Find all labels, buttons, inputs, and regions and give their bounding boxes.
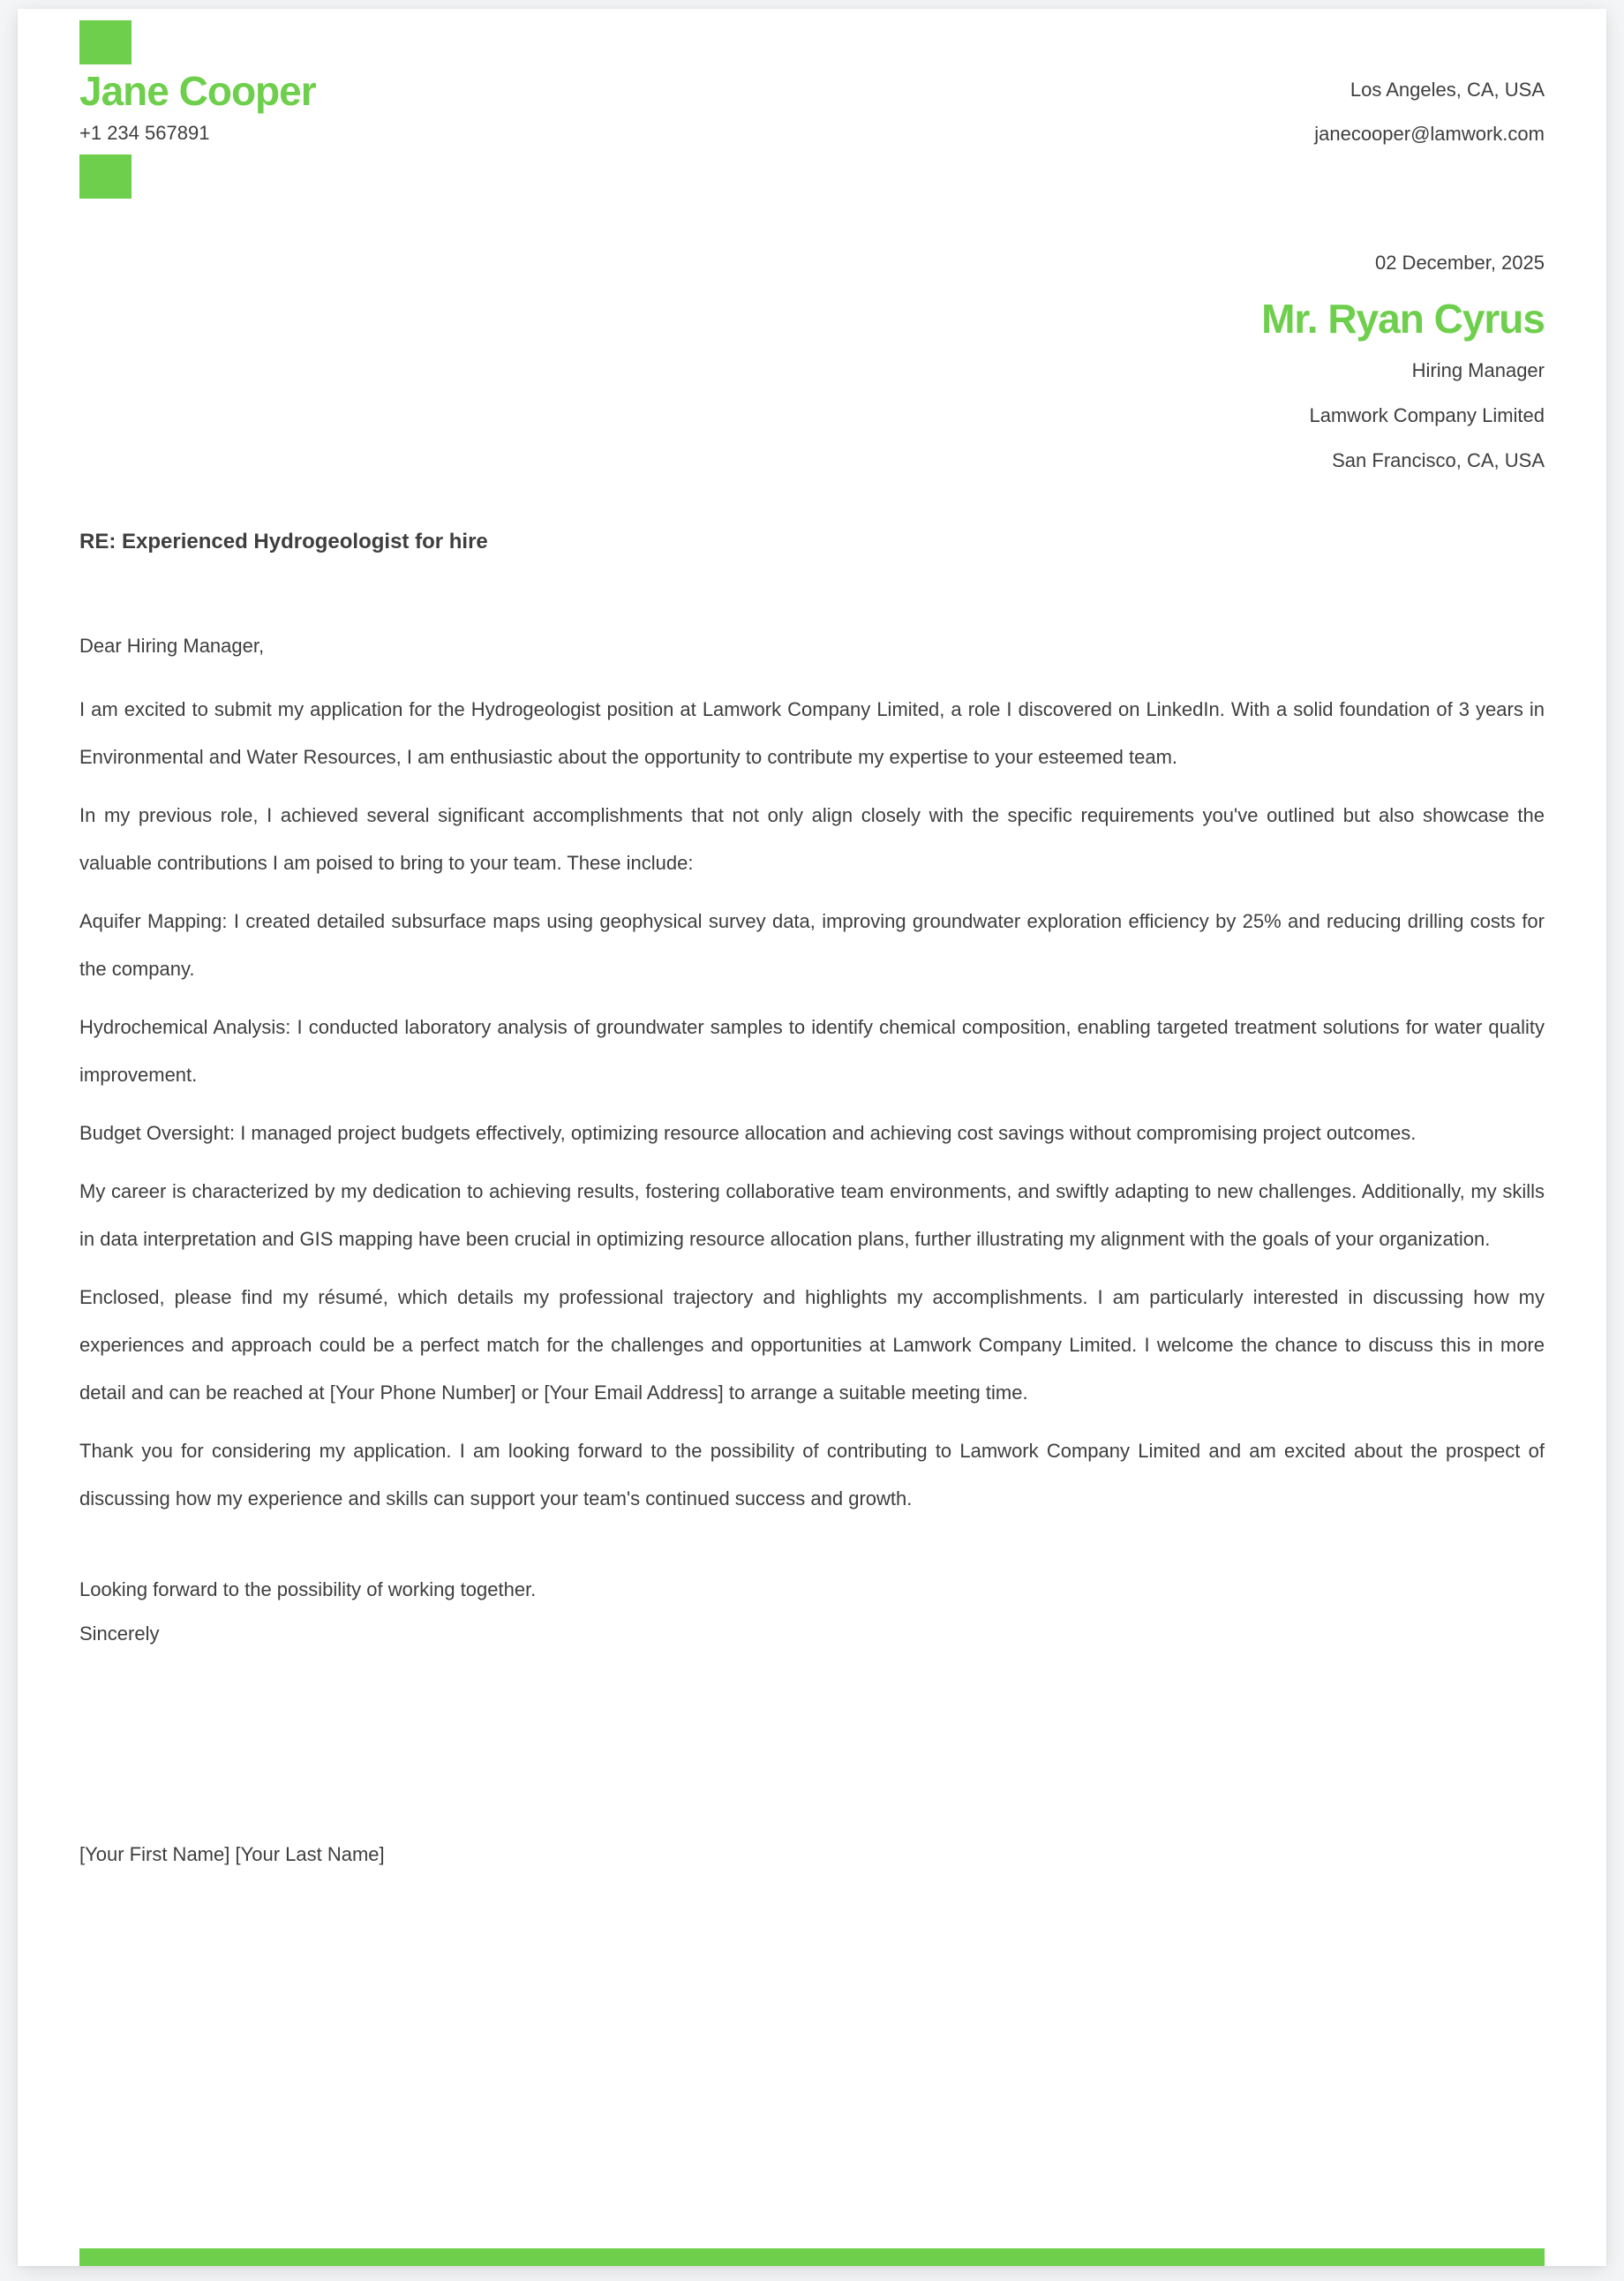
footer-accent-bar (79, 2248, 1545, 2266)
sender-name: Jane Cooper (79, 68, 316, 114)
signature-placeholder: [Your First Name] [Your Last Name] (79, 1843, 385, 1865)
recipient-company: Lamwork Company Limited (1309, 404, 1545, 426)
sender-email: janecooper@lamwork.com (1314, 123, 1545, 145)
accent-square-bottom (79, 154, 132, 199)
cover-letter-page (18, 9, 1606, 2266)
letter-date: 02 December, 2025 (1374, 252, 1545, 274)
body-paragraph: Hydrochemical Analysis: I conducted laboratory analysis of groundwater samples to identify chemical composition, enabling targeted treatment solutions for water quality improvement. (79, 1016, 1545, 1086)
sender-contact-block (1314, 68, 1545, 199)
letter-body (79, 686, 1545, 1523)
recipient-name: Mr. Ryan Cyrus (1261, 296, 1545, 342)
closing-block (79, 1568, 1545, 1656)
greeting: Dear Hiring Manager, (79, 635, 265, 657)
closing-line: Looking forward to the possibility of working together. (79, 1578, 537, 1600)
sender-location: Los Angeles, CA, USA (1350, 79, 1545, 101)
body-paragraph: Aquifer Mapping: I created detailed subsurface maps using geophysical survey data, improving groundwater exploration efficiency by 25% and reducing drilling costs for the company. (79, 910, 1545, 980)
accent-square-top (79, 20, 132, 64)
recipient-title: Hiring Manager (1411, 359, 1545, 381)
body-paragraph: Thank you for considering my application. I am looking forward to the possibility of contributing to Lamwork Company Limited and am excited about the prospect of discussing how my experience and skills can support your team's continued success and growth. (79, 1440, 1545, 1509)
body-paragraph: I am excited to submit my application for the Hydrogeologist position at Lamwork Company Limited, a role I discovered on LinkedIn. With a solid foundation of 3 years in Environmental and Water Resources, I am enthusiastic about the opportunity to contribute my expertise to your esteemed team. (79, 698, 1545, 768)
body-paragraph: Budget Oversight: I managed project budgets effectively, optimizing resource allocation and achieving cost savings without compromising project outcomes. (79, 1122, 1417, 1144)
subject-line: RE: Experienced Hydrogeologist for hire (79, 530, 488, 553)
letter-header (79, 9, 1545, 199)
body-paragraph: In my previous role, I achieved several significant accomplishments that not only align closely with the specific requirements you've outlined but also showcase the valuable contributions I am poised to bring to your team. These include: (79, 804, 1545, 874)
sign-off: Sincerely (79, 1622, 160, 1645)
body-paragraph: My career is characterized by my dedication to achieving results, fostering collaborative team environments, and swiftly adapting to new challenges. Additionally, my skills in data interpretation and GIS mapping have been crucial in optimizing resource allocation plans, further illustrating my alignment with the goals of your organization. (79, 1180, 1545, 1250)
recipient-details (79, 348, 1545, 483)
recipient-location: San Francisco, CA, USA (1332, 449, 1545, 471)
sender-phone: +1 234 567891 (79, 122, 210, 144)
body-paragraph: Enclosed, please find my résumé, which details my professional trajectory and highlights my accomplishments. I am particularly interested in discussing how my experiences and approach could be a perfect match for the challenges and opportunities at Lamwork Company Limited. I welcome the chance to discuss this in more detail and can be reached at [Your Phone Number] or [Your Email Address] to arrange a suitable meeting time. (79, 1286, 1545, 1404)
sender-block (79, 20, 316, 199)
